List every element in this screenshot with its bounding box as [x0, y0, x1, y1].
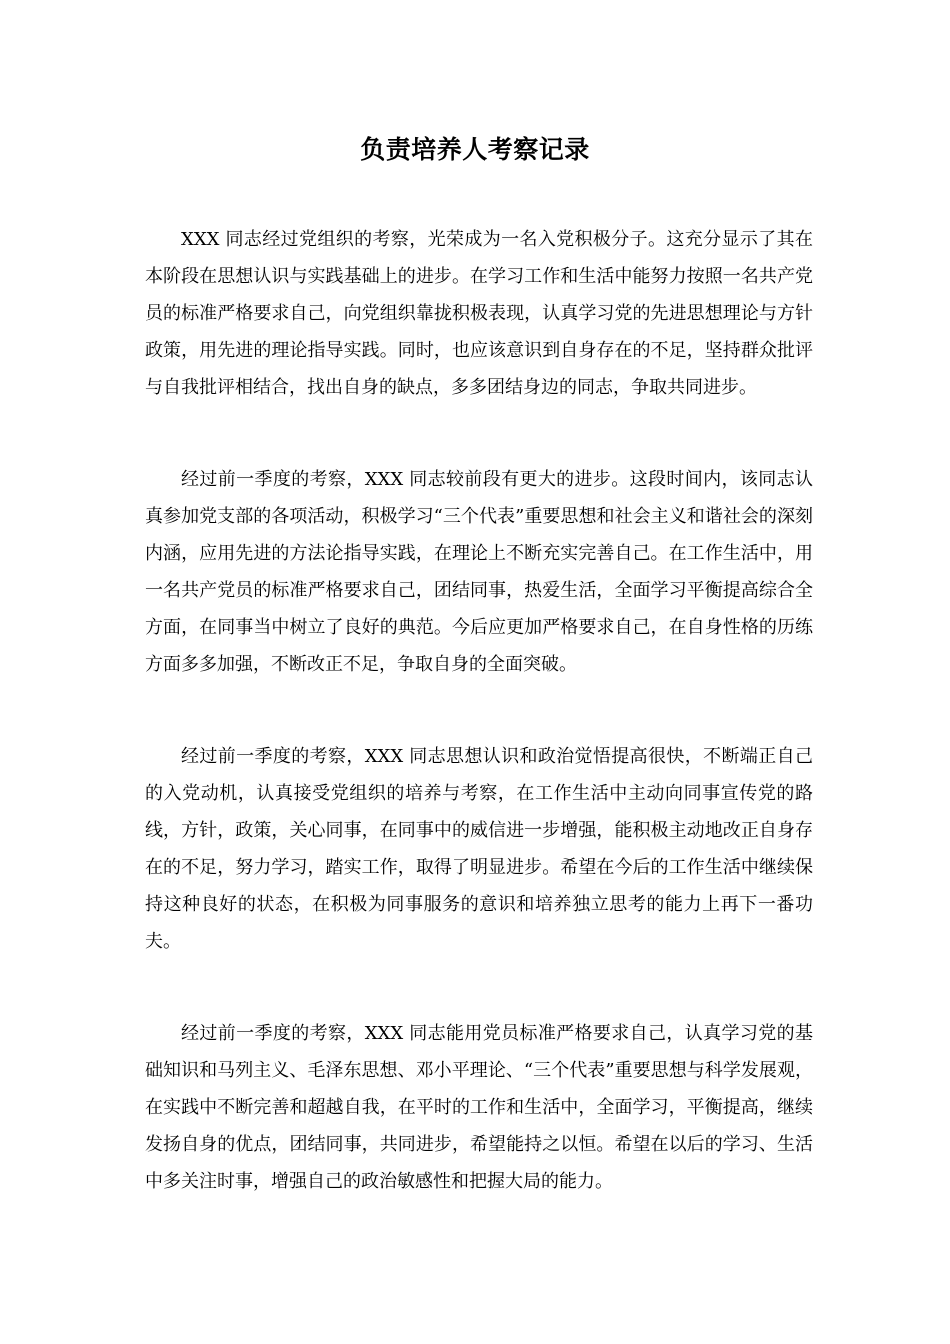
- document-title: 负责培养人考察记录: [360, 135, 590, 164]
- paragraph-2: 经过前一季度的考察，XXX 同志较前段有更大的进步。这段时间内，该同志认真参加党支部的各项活动，积极学习“三个代表”重要思想和社会主义和谐社会的深刻内涵，应用先进的方法论指导实践，在理论上不断充实完善自己。在工作生活中，用一名共产党员的标准严格要求自己，团结同事，热爱生活，全面学习平衡提高综合全方面，在同事当中树立了良好的典范。今后应更加严格要求自己，在自身性格的历练方面多多加强，不断改正不足，争取自身的全面突破。: [145, 469, 813, 675]
- paragraph-4: 经过前一季度的考察，XXX 同志能用党员标准严格要求自己，认真学习党的基础知识和马列主义、毛泽东思想、邓小平理论、“三个代表”重要思想与科学发展观，在实践中不断完善和超越自我，在平时的工作和生活中，全面学习，平衡提高，继续发扬自身的优点，团结同事，共同进步，希望能持之以恒。希望在以后的学习、生活中多关注时事，增强自己的政治敏感性和把握大局的能力。: [145, 1023, 813, 1192]
- document-body: [145, 221, 813, 1255]
- paragraph-3: 经过前一季度的考察，XXX 同志思想认识和政治觉悟提高很快，不断端正自己的入党动机，认真接受党组织的培养与考察，在工作生活中主动向同事宣传党的路线，方针，政策，关心同事，在同事中的威信进一步增强，能积极主动地改正自身存在的不足，努力学习，踏实工作，取得了明显进步。希望在今后的工作生活中继续保持这种良好的状态，在积极为同事服务的意识和培养独立思考的能力上再下一番功夫。: [145, 746, 813, 952]
- paragraph-1: XXX 同志经过党组织的考察，光荣成为一名入党积极分子。这充分显示了其在本阶段在思想认识与实践基础上的进步。在学习工作和生活中能努力按照一名共产党员的标准严格要求自己，向党组织靠拢积极表现，认真学习党的先进思想理论与方针政策，用先进的理论指导实践。同时，也应该意识到自身存在的不足，坚持群众批评与自我批评相结合，找出自身的缺点，多多团结身边的同志，争取共同进步。: [145, 229, 813, 398]
